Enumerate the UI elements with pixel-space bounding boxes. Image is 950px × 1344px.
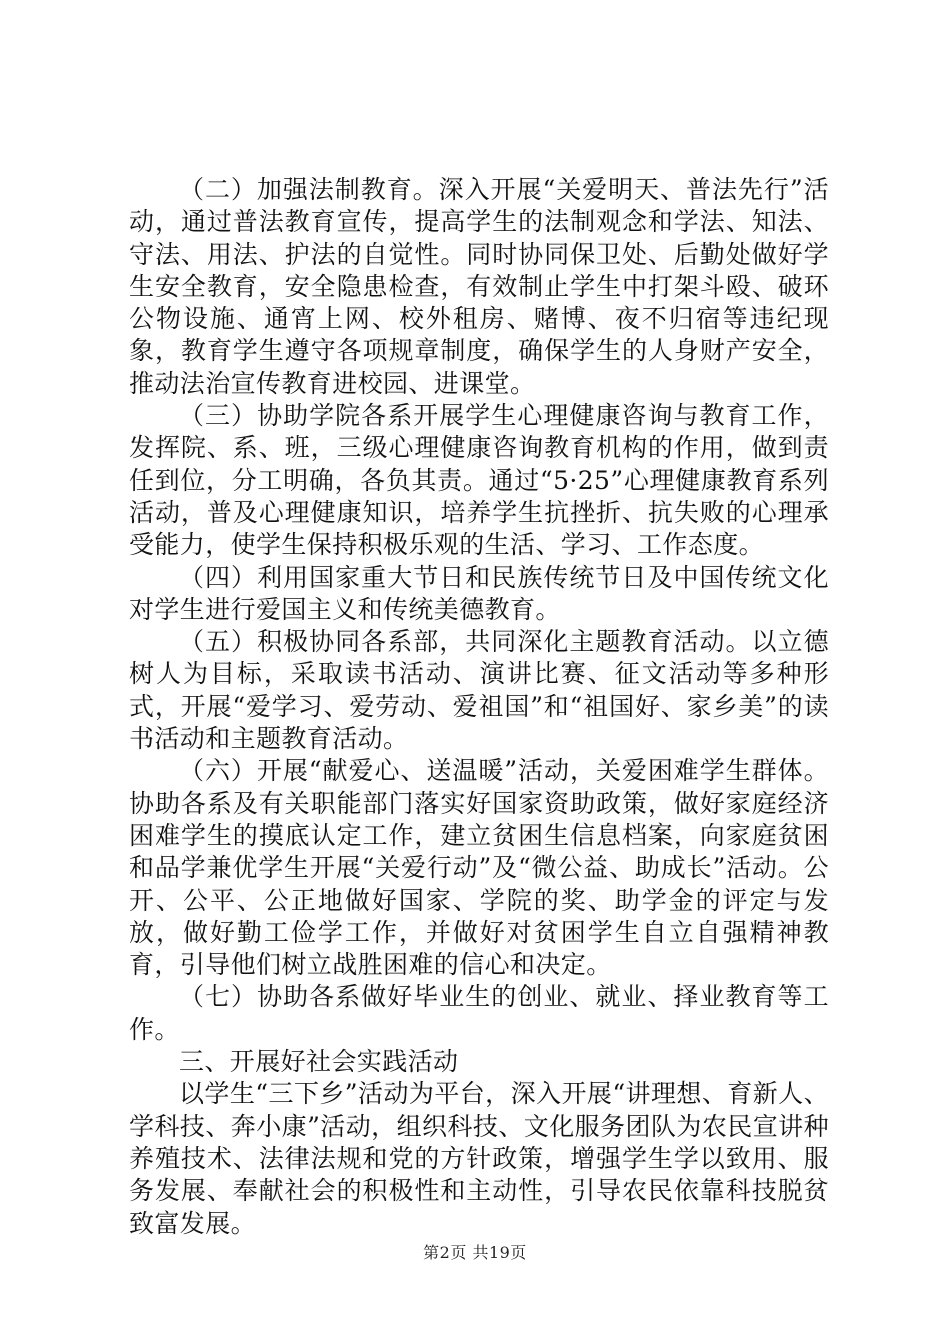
paragraph-legal-education: （二）加强法制教育。深入开展“关爱明天、普法先行”活动，通过普法教育宣传，提高学生的法制观念和学法、知法、守法、用法、护法的自觉性。同时协同保卫处、后勤处做好学生安全教育，安全隐患检查，有效制止学生中打架斗殴、破环公物设施、通宵上网、校外租房、赌博、夜不归宿等违纪现象，教育学生遵守各项规章制度，确保学生的人身财产安全，推动法治宣传教育进校园、进课堂。 bbox=[129, 175, 829, 398]
page-number: 第2页 共19页 bbox=[423, 1243, 527, 1262]
document-body bbox=[129, 174, 829, 1240]
section-heading-social-practice: 三、开展好社会实践活动 bbox=[179, 1047, 459, 1077]
paragraph-patriotic-education: （四）利用国家重大节日和民族传统节日及中国传统文化对学生进行爱国主义和传统美德教育。 bbox=[129, 562, 829, 624]
paragraph-mental-health: （三）协助学院各系开展学生心理健康咨询与教育工作，发挥院、系、班，三级心理健康咨询教育机构的作用，做到责任到位，分工明确，各负其责。通过“5·25”心理健康教育系列活动，普及心理健康知识，培养学生抗挫折、抗失败的心理承受能力，使学生保持积极乐观的生活、学习、工作态度。 bbox=[129, 401, 829, 560]
paragraph-social-practice: 以学生“三下乡”活动为平台，深入开展“讲理想、育新人、学科技、奔小康”活动，组织科技、文化服务团队为农民宣讲种养殖技术、法律法规和党的方针政策，增强学生学以致用、服务发展、奉献社会的积极性和主动性，引导农民依靠科技脱贫致富发展。 bbox=[129, 1079, 829, 1238]
page-footer bbox=[0, 1243, 950, 1263]
paragraph-graduate-employment: （七）协助各系做好毕业生的创业、就业、择业教育等工作。 bbox=[129, 982, 829, 1044]
paragraph-caring-activities: （六）开展“献爱心、送温暖”活动，关爱困难学生群体。协助各系及有关职能部门落实好国家资助政策，做好家庭经济困难学生的摸底认定工作，建立贫困生信息档案，向家庭贫困和品学兼优学生开展“关爱行动”及“微公益、助成长”活动。公开、公平、公正地做好国家、学院的奖、助学金的评定与发放，做好勤工俭学工作，并做好对贫困学生自立自强精神教育，引导他们树立战胜困难的信心和决定。 bbox=[129, 756, 829, 980]
paragraph-theme-education: （五）积极协同各系部，共同深化主题教育活动。以立德树人为目标，采取读书活动、演讲比赛、征文活动等多种形式，开展“爱学习、爱劳动、爱祖国”和“祖国好、家乡美”的读书活动和主题教育活动。 bbox=[129, 627, 829, 754]
